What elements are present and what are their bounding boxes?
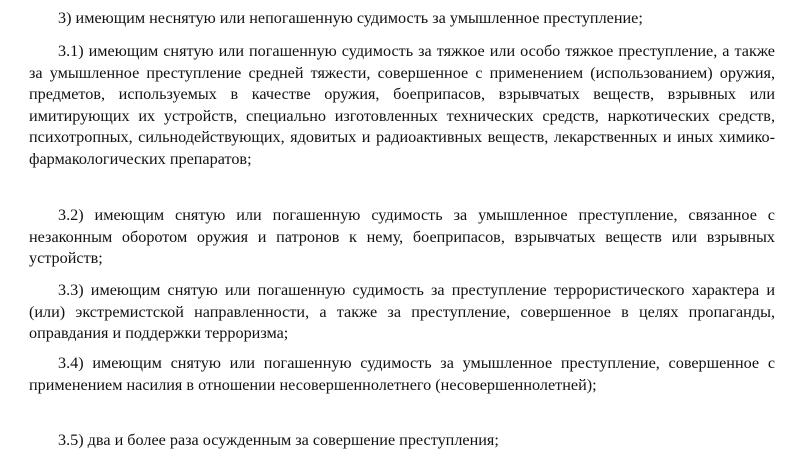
paragraph-item-3-4: 3.4) имеющим снятую или погашенную судимость за умышленное преступление, совершенное с применением насилия в отношении несовершеннолетнего (несовершеннолетней);: [29, 354, 775, 394]
paragraph-item-3-1: 3.1) имеющим снятую или погашенную судимость за тяжкое или особо тяжкое преступление, а также за умышленное преступление средней тяжести, совершенное с применением (использованием) оружия, предметов, используемых в качестве оружия, боеприпасов, взрывчатых веществ, взрывных или имитирующих их устройств, специально изготовленных технических средств, наркотических средств, психотропных, сильнодействующих, ядовитых и радиоактивных веществ, лекарственных и иных химико-фармакологических препаратов;: [29, 42, 775, 168]
paragraph-item-3-5: 3.5) два и более раза осужденным за совершение преступления;: [58, 431, 499, 449]
paragraph-item-3-3: 3.3) имеющим снятую или погашенную судимость за преступление террористического характера и (или) экстремистской направленности, а также за преступление, совершенное в целях пропаганды, оправдания и поддержки терроризма;: [29, 281, 775, 343]
paragraph-item-3: 3) имеющим неснятую или непогашенную судимость за умышленное преступление;: [58, 9, 643, 27]
paragraph-item-3-2: 3.2) имеющим снятую или погашенную судимость за умышленное преступление, связанное с незаконным оборотом оружия и патронов к нему, боеприпасов, взрывчатых веществ или взрывных устройств;: [29, 206, 775, 268]
